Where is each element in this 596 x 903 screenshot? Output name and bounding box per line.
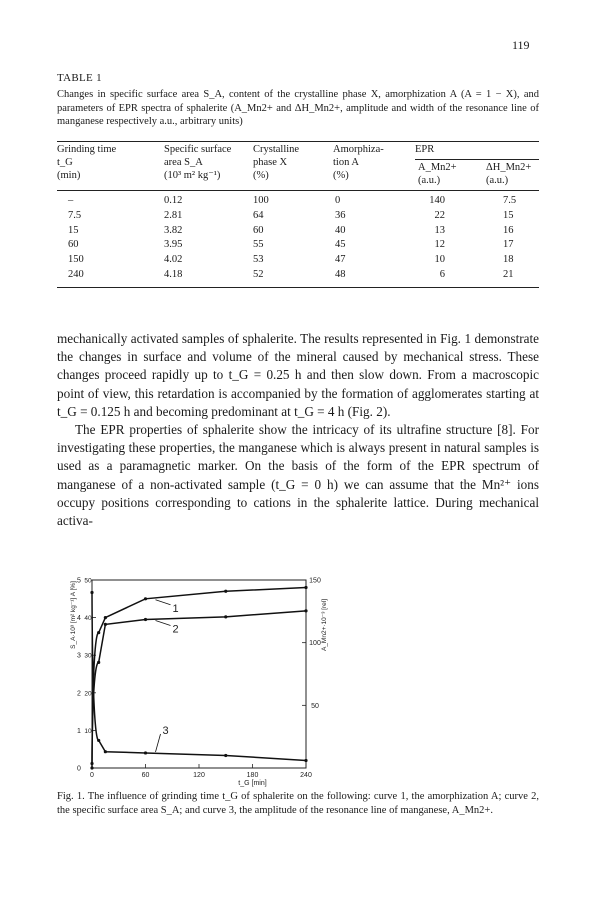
data-point	[304, 609, 307, 612]
table-bottom-rule	[57, 287, 539, 288]
table-cell: 55	[253, 239, 264, 251]
series-leader	[156, 734, 161, 752]
table-cell: 3.82	[164, 224, 183, 236]
left-outer-tick-label: 4	[77, 615, 81, 623]
table-cell: 15	[68, 224, 79, 236]
left-inner-tick-label: 30	[84, 652, 92, 660]
col-specific-surface: Specific surface area S_A (10³ m² kg⁻¹)	[164, 144, 232, 181]
table-cell: 60	[68, 239, 79, 251]
data-point	[90, 762, 93, 765]
left-outer-tick-label: 3	[77, 652, 81, 660]
series-leader	[156, 620, 171, 625]
table-cell: 140	[429, 195, 445, 206]
col-a-mn: A_Mn2+ (a.u.)	[418, 162, 457, 186]
right-tick-label: 150	[309, 577, 321, 585]
table-cell: 100	[253, 195, 269, 206]
table-label: TABLE 1	[57, 72, 102, 84]
table-cell: 4.02	[164, 254, 183, 266]
table-cell: 53	[253, 254, 264, 266]
table-header-rule	[57, 190, 539, 191]
table-cell: 13	[434, 224, 445, 236]
left-axis-label: S_A·10³ [m² kg⁻¹] A [%]	[70, 581, 77, 649]
paragraph: The EPR properties of sphalerite show the intricacy of its ultrafine structure [8]. For investigating these properties, the manganese which is always present in natural samples is used as a paramagnetic marker. On the basis of the form of the EPR spectrum of manganese of a non-activated sample (t_G = 0 h) we can assume that the Mn²⁺ ions occupy positions corresponding to cations in the sphalerite lattice. During mechanical activa-	[57, 422, 539, 529]
col-amorphization: Amorphiza- tion A (%)	[333, 144, 384, 181]
data-point	[104, 623, 107, 626]
chart-axes	[70, 578, 328, 788]
data-point	[97, 631, 100, 634]
left-outer-tick-label: 1	[77, 727, 81, 735]
chart-series	[90, 586, 307, 770]
table-caption: Changes in specific surface area S_A, content of the crystalline phase X, amorphization A (A = 1 − X), and parameters of EPR spectra of sphalerite (A_Mn2+ and ΔH_Mn2+, amplitude and width of the resonance line of manganese respectively a.u., arbitrary units)	[57, 89, 539, 128]
page-number: 119	[512, 38, 530, 52]
left-inner-tick-label: 10	[84, 727, 92, 735]
table-cell: 40	[335, 224, 346, 236]
data-point	[104, 616, 107, 619]
col-epr: EPR	[415, 144, 435, 155]
table-cell: 45	[335, 239, 346, 251]
table-cell: 150	[68, 254, 84, 266]
table-cell: 7.5	[503, 195, 517, 206]
body-text	[57, 330, 539, 530]
table-cell: 48	[335, 269, 346, 280]
x-tick-label: 240	[300, 772, 312, 779]
data-point	[144, 618, 147, 621]
left-inner-tick-label: 20	[84, 690, 92, 698]
data-point	[90, 591, 93, 594]
table-cell: 0	[335, 195, 341, 206]
x-tick-label: 60	[141, 772, 150, 779]
left-outer-tick-label: 2	[77, 690, 81, 698]
table-cell: –	[68, 195, 74, 206]
series-line-1	[92, 588, 306, 768]
data-point	[144, 597, 147, 600]
data-point	[97, 661, 100, 664]
table-cell: 18	[503, 254, 514, 266]
right-tick-label: 50	[311, 702, 319, 710]
table-cell: 0.12	[164, 195, 183, 206]
data-point	[224, 615, 227, 618]
x-tick-label: 120	[193, 772, 205, 779]
table-cell: 52	[253, 269, 264, 280]
series-label-3: 3	[162, 724, 169, 737]
figure-caption: Fig. 1. The influence of grinding time t_G of sphalerite on the following: curve 1, the amorphization A; curve 2, the specific surface area S_A; and curve 3, the amplitude of the resonance line of manganese, A_Mn2+.	[57, 791, 539, 816]
col-grinding-time: Grinding time t_G (min)	[57, 144, 117, 181]
paragraph: mechanically activated samples of sphalerite. The results represented in Fig. 1 demonstrate the changes in surface and volume of the mineral caused by mechanical stress. These changes proceed rapidly up to t_G = 0.25 h and then slow down. From a macroscopic point of view, this retardation is accompanied by the formation of agglomerates starting at t_G = 0.125 h and becoming predominant at t_G = 4 h (Fig. 2).	[57, 331, 539, 419]
data-point	[90, 766, 93, 769]
table-cell: 47	[335, 254, 346, 266]
col-dh-mn: ΔH_Mn2+ (a.u.)	[486, 162, 532, 186]
x-axis-label: t_G [min]	[238, 780, 267, 787]
table-cell: 2.81	[164, 209, 183, 221]
series-line-2	[92, 611, 306, 764]
table-cell: 17	[503, 239, 514, 251]
epr-subrule	[415, 159, 539, 160]
data-point	[224, 590, 227, 593]
series-leader	[156, 600, 171, 605]
col-crystalline: Crystalline phase X (%)	[253, 144, 300, 181]
table-cell: 6	[439, 269, 445, 280]
data-point	[304, 586, 307, 589]
data-point	[224, 754, 227, 757]
series-label-1: 1	[172, 602, 179, 615]
table-cell: 36	[335, 209, 346, 221]
data-point	[144, 751, 147, 754]
left-inner-tick-label: 40	[84, 615, 92, 623]
table-cell: 16	[503, 224, 514, 236]
table-cell: 15	[503, 209, 514, 221]
table-cell: 12	[434, 239, 445, 251]
left-outer-tick-label: 0	[77, 765, 81, 773]
left-inner-tick-label: 50	[84, 577, 92, 585]
table-cell: 240	[68, 269, 84, 280]
right-axis-label: A_Mn2+·10⁻³ [rel]	[321, 598, 328, 652]
figure-1-chart	[70, 570, 338, 787]
table-cell: 10	[434, 254, 445, 266]
table-cell: 3.95	[164, 239, 183, 251]
left-outer-tick-label: 5	[77, 577, 81, 585]
table-cell: 4.18	[164, 269, 183, 280]
table-cell: 21	[503, 269, 514, 280]
x-tick-label: 0	[90, 772, 94, 779]
table-cell: 7.5	[68, 209, 82, 221]
data-point	[304, 759, 307, 762]
data-point	[97, 739, 100, 742]
data-point	[104, 750, 107, 753]
table-top-rule	[57, 141, 539, 142]
table-cell: 60	[253, 224, 264, 236]
table-cell: 22	[434, 209, 445, 221]
x-tick-label: 180	[246, 772, 259, 779]
series-label-2: 2	[172, 623, 179, 636]
right-tick-label: 100	[309, 640, 321, 648]
table-cell: 64	[253, 209, 264, 221]
